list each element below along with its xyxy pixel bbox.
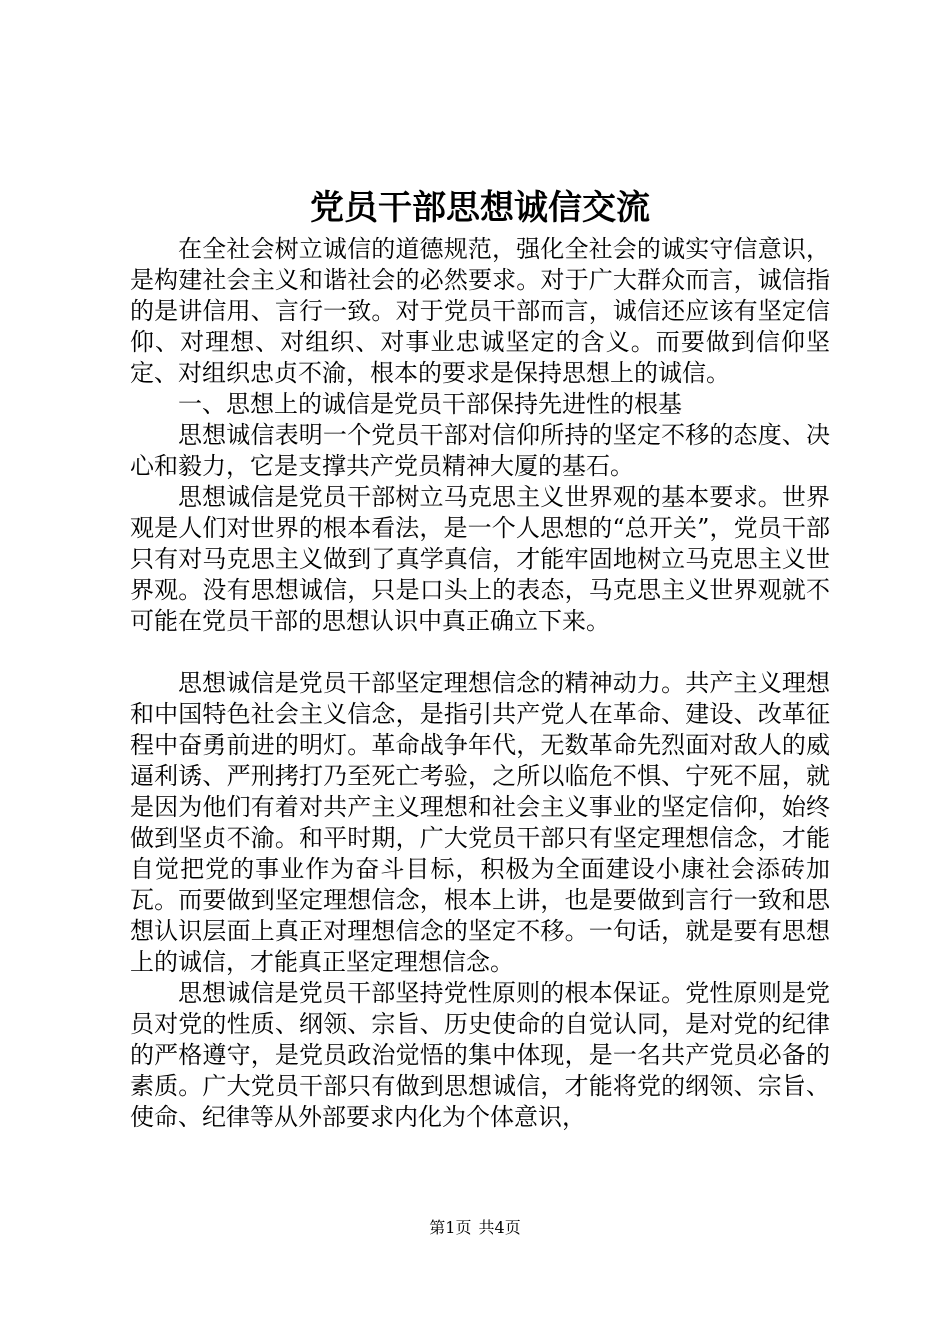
paragraph-3: 思想诚信是党员干部树立马克思主义世界观的基本要求。世界观是人们对世界的根本看法，是一个人思想的“总开关”，党员干部只有对马克思主义做到了真学真信，才能牢固地树立马克思主义世界观。没有思想诚信，只是口头上的表态，马克思主义世界观就不可能在党员干部的思想认识中真正确立下来。 [130,483,830,635]
document-title: 党员干部思想诚信交流 [310,188,650,228]
section-heading: 一、思想上的诚信是党员干部保持先进性的根基 [178,390,682,418]
paragraph-spacer [130,637,830,668]
paragraph-4: 思想诚信是党员干部坚定理想信念的精神动力。共产主义理想和中国特色社会主义信念，是指引共产党人在革命、建设、改革征程中奋勇前进的明灯。革命战争年代，无数革命先烈面对敌人的威逼利诱、严刑拷打乃至死亡考验，之所以临危不惧、宁死不屈，就是因为他们有着对共产主义理想和社会主义事业的坚定信仰，始终做到坚贞不渝。和平时期，广大党员干部只有坚定理想信念，才能自觉把党的事业作为奋斗目标，积极为全面建设小康社会添砖加瓦。而要做到坚定理想信念，根本上讲，也是要做到言行一致和思想认识层面上真正对理想信念的坚定不移。一句话，就是要有思想上的诚信，才能真正坚定理想信念。 [130,669,830,976]
page-number: 第1页 [429,1218,472,1237]
page-footer [0,1218,950,1238]
page-total: 共4页 [478,1218,521,1237]
paragraph-2: 思想诚信表明一个党员干部对信仰所持的坚定不移的态度、决心和毅力，它是支撑共产党员精神大厦的基石。 [130,421,830,480]
paragraph-intro: 在全社会树立诚信的道德规范，强化全社会的诚实守信意识，是构建社会主义和谐社会的必然要求。对于广大群众而言，诚信指的是讲信用、言行一致。对于党员干部而言，诚信还应该有坚定信仰、对理想、对组织、对事业忠诚坚定的含义。而要做到信仰坚定、对组织忠贞不渝，根本的要求是保持思想上的诚信。 [130,235,830,387]
paragraph-5: 思想诚信是党员干部坚持党性原则的根本保证。党性原则是党员对党的性质、纲领、宗旨、历史使命的自觉认同，是对党的纪律的严格遵守，是党员政治觉悟的集中体现，是一名共产党员必备的素质。广大党员干部只有做到思想诚信，才能将党的纲领、宗旨、使命、纪律等从外部要求内化为个体意识， [130,979,830,1131]
document-body [130,234,830,1133]
